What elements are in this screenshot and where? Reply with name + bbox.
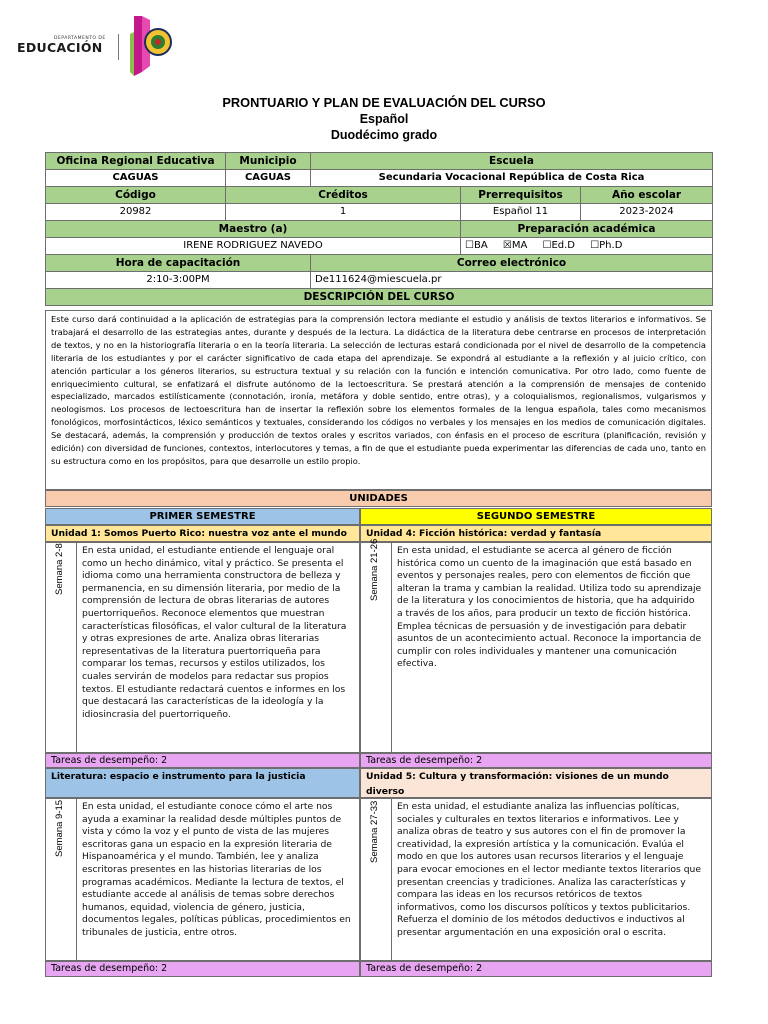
unit4-title: Unidad 4: Ficción histórica: verdad y fantasía — [360, 525, 712, 542]
unit5-title: Unidad 5: Cultura y transformación: visiones de un mundo diverso — [360, 768, 712, 798]
header-prerrequisitos: Prerrequisitos — [461, 187, 581, 204]
header-municipio: Municipio — [226, 153, 311, 170]
value-creditos: 1 — [226, 204, 461, 221]
department-logo — [12, 10, 187, 82]
unit5-description: En esta unidad, el estudiante analiza las influencias políticas, sociales y culturales en textos literarios e informativos. Lee y analiza obras de teatro y sus autores con el fin de promover la creatividad, la expresión artística y la comunicación. Evalúa el modo en que los autores usan recursos literarios y el lenguaje para evocar emociones en el lector mediante textos literarios que presentan creencias y tradiciones. Analiza las características y compara las ideas en los recursos retóricos de textos informativos, como los discursos políticos y textos publicitarios. Refuerza el dominio de los métodos deductivos e inductivos al presentar argumentación en una exposición oral o escrita. — [397, 801, 702, 938]
document-title: PRONTUARIO Y PLAN DE EVALUACIÓN DEL CURSO — [222, 95, 546, 110]
course-description: Este curso dará continuidad a la aplicación de estrategias para la comprensión lectora mediante el estudio y análisis de textos literarios e informativos. Se trabajará el desarrollo de las estrategias antes, durante y después de la lectura. La didáctica de la literatura debe centrarse en procesos de interpretación de textos, y no en la historiografía literaria o en la teoría literaria. La selección de lecturas estará condicionada por el nivel de desarrollo de la competencia literaria de los estudiantes y por el carácter significativo de cada etapa del aprendizaje. Se expondrá al estudiante a la reflexión y al juicio crítico, con atención particular a los géneros literarios, su estructura textual y su relación con la función e intención comunicativa. Por otro lado, como fuente de enriquecimiento cultural, se enfatizará el disfrute autónomo de la lectoescritura. Se prestará atención a la comprensión de mensajes de contenido especializado, marcados estilísticamente (connotación, ironía, metáfora y doble sentido, entre otras), y a coloquialismos, regionalismos, vulgarismos y neologismos. Los procesos de lectoescritura han de insertar la reflexión sobre los elementos formales de la lengua española, tales como mecanismos fonológicos, morfosintácticos, léxico semánticos y textuales, considerando los códigos no verbales y los mensajes en los medios de comunicación digitales. Se destacará, además, la comprensión y producción de textos orales y escritos variados, con énfasis en el proceso de escritura (planificación, revisión y edición) con diversidad de funciones, contextos, interlocutores y temas, a fin de que el estudiante pueda experimentar las diferencias de cada uno, tanto en su estructura como en los propósitos, para que desarrolle un estilo propio. — [45, 310, 712, 490]
unit1-week-column — [46, 543, 77, 752]
unit1-tareas: Tareas de desempeño: 2 — [45, 753, 360, 768]
logo-dept-name: EDUCACIÓN — [17, 40, 103, 55]
checkbox-ma[interactable]: ☒MA — [502, 240, 528, 251]
header-preparacion: Preparación académica — [461, 221, 713, 238]
unit5-week-column — [361, 799, 392, 960]
document-titles — [0, 95, 768, 143]
unit1-week: Semana 2-8 — [54, 543, 65, 595]
checkbox-edd[interactable]: ☐Ed.D — [542, 240, 575, 251]
header-hora: Hora de capacitación — [46, 255, 311, 272]
value-oficina: CAGUAS — [46, 170, 226, 187]
value-prerrequisitos: Español 11 — [461, 204, 581, 221]
value-codigo: 20982 — [46, 204, 226, 221]
header-correo: Correo electrónico — [311, 255, 713, 272]
unit2-title: Literatura: espacio e instrumento para la justicia — [45, 768, 360, 798]
unidades-header: UNIDADES — [45, 490, 712, 507]
value-anio: 2023-2024 — [581, 204, 713, 221]
unit4-week: Semana 21-26 — [369, 538, 380, 601]
header-creditos: Créditos — [226, 187, 461, 204]
checkbox-phd[interactable]: ☐Ph.D — [590, 240, 623, 251]
value-correo: De111624@miescuela.pr — [311, 272, 713, 289]
unit1-description: En esta unidad, el estudiante entiende el lenguaje oral como un hecho dinámico, vital y práctico. Se presenta el idioma como una herramienta constructora de belleza y permanencia, en su dimensión literaria, por medio de la comprensión de lectura de obras literarias de autores puertorriqueños. Reconoce elementos que muestran características filosóficas, el valor cultural de la literatura y otras expresiones de arte. Analiza obras literarias representativas de la literatura puertorriqueña para comparar los temas, recursos y estilos utilizados, los cuales servirán de modelos para redactar sus propios textos. El estudiante redactará cuentos e informes en los que destacará las características de la ideología y la idiosincrasia del puertorriqueño. — [82, 545, 347, 720]
unit2-week-column — [46, 799, 77, 960]
header-codigo: Código — [46, 187, 226, 204]
document-subject: Español — [359, 112, 409, 126]
unit2-body — [45, 798, 360, 961]
unit4-body — [360, 538, 712, 753]
header-maestro: Maestro (a) — [46, 221, 461, 238]
course-info-table — [45, 152, 713, 306]
header-oficina: Oficina Regional Educativa — [46, 153, 226, 170]
document-grade: Duodécimo grado — [330, 128, 438, 142]
value-escuela: Secundaria Vocacional República de Costa Rica — [311, 170, 713, 187]
unit5-tareas: Tareas de desempeño: 2 — [360, 961, 712, 977]
header-descripcion: DESCRIPCIÓN DEL CURSO — [46, 289, 713, 306]
unit4-tareas: Tareas de desempeño: 2 — [360, 753, 712, 768]
unit2-tareas: Tareas de desempeño: 2 — [45, 961, 360, 977]
checkbox-ba[interactable]: ☐BA — [465, 240, 488, 251]
unit4-description: En esta unidad, el estudiante se acerca al género de ficción histórica como un cuento de la imaginación que está basado en eventos y personajes reales, pero con elementos de ficción que alteran la trama y cambian la realidad. Utiliza todo su aprendizaje de la literatura y los conocimientos de historia, que ha adquirido a través de los años, para producir un texto de ficción histórica. Emplea técnicas de persuasión y de investigación para debatir asuntos de un acontecimiento actual. Reconoce la importancia de cumplir con roles individuales y mantener una comunicación efectiva. — [397, 545, 702, 670]
logo-dept-small: DEPARTAMENTO DE — [54, 36, 106, 41]
value-maestro: IRENE RODRIGUEZ NAVEDO — [46, 238, 461, 255]
preparacion-options — [461, 238, 713, 255]
value-municipio: CAGUAS — [226, 170, 311, 187]
unit5-week: Semana 27-33 — [369, 800, 380, 863]
seal-icon — [124, 12, 184, 80]
unit1-title: Unidad 1: Somos Puerto Rico: nuestra voz ante el mundo — [45, 525, 360, 542]
unit1-body — [45, 542, 360, 753]
unit5-body — [360, 798, 712, 961]
unit2-description: En esta unidad, el estudiante conoce cómo el arte nos ayuda a examinar la realidad desde múltiples puntos de vista y cómo la voz y el punto de vista de las mujeres escritoras gana un espacio en la expresión literaria de Hispanoamérica y el mundo. También, lee y analiza escritoras presentes en las historias literarias de los programas académicos. Mediante la lectura de textos, el estudiante accede al análisis de temas sobre derechos humanos, equidad, violencia de género, justicia, documentos legales, políticas públicas, procedimientos en tribunales de justicia, entre otros. — [82, 801, 351, 938]
logo-separator — [118, 34, 119, 60]
header-escuela: Escuela — [311, 153, 713, 170]
header-anio: Año escolar — [581, 187, 713, 204]
value-hora: 2:10-3:00PM — [46, 272, 311, 289]
unit4-week-column — [361, 538, 392, 752]
primer-semestre-header: PRIMER SEMESTRE — [45, 508, 360, 525]
segundo-semestre-header: SEGUNDO SEMESTRE — [360, 508, 712, 525]
unit2-week: Semana 9-15 — [54, 799, 65, 857]
